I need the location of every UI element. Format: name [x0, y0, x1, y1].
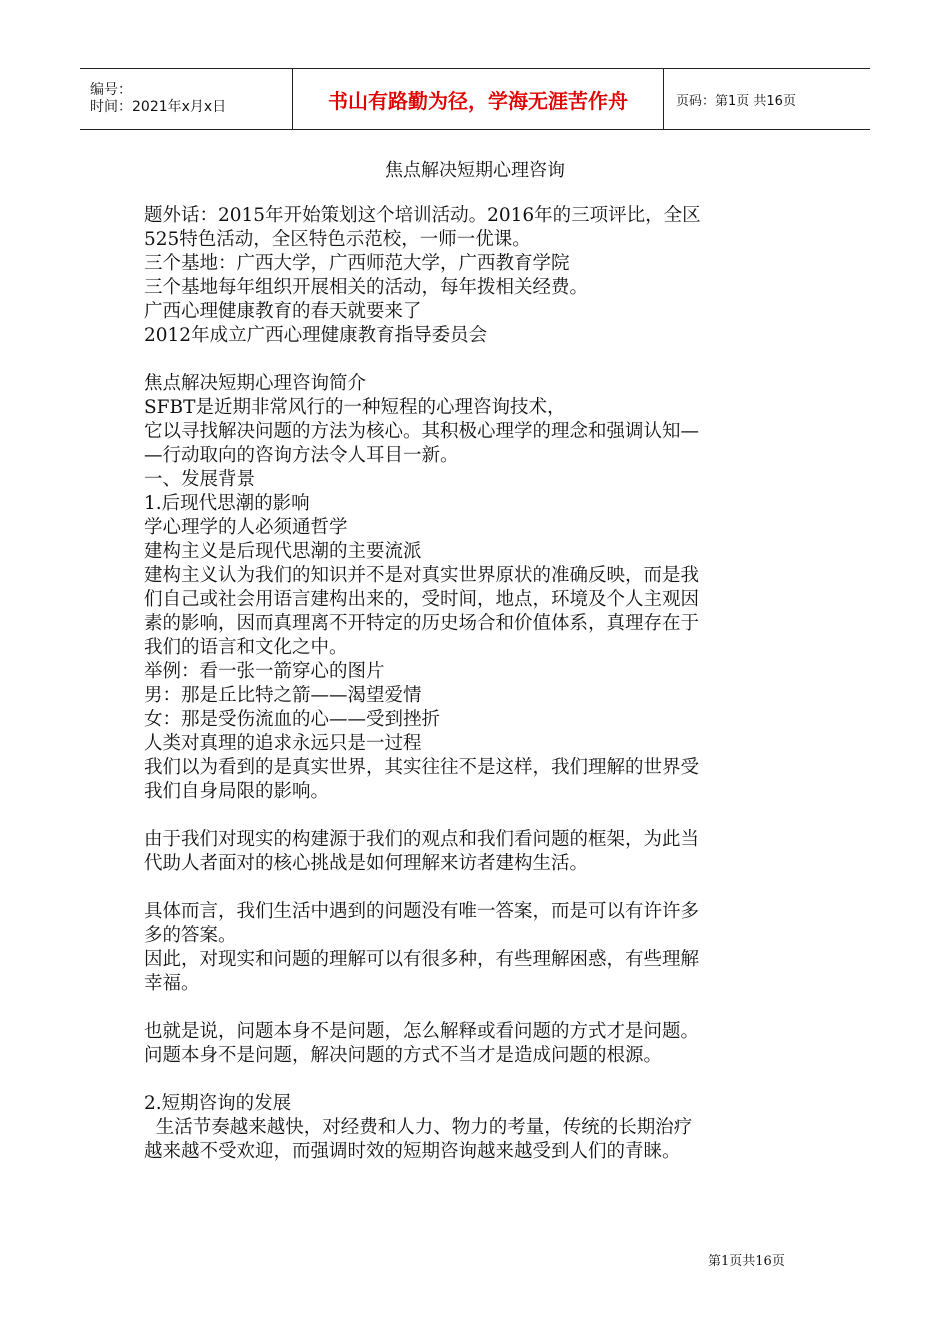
body-line: 学心理学的人必须通哲学	[144, 517, 348, 538]
header-number-label: 编号：	[90, 82, 132, 98]
body-line: 具体而言，我们生活中遇到的问题没有唯一答案，而是可以有许许多	[144, 901, 700, 922]
body-line: 多的答案。	[144, 925, 237, 946]
header-meta	[80, 69, 292, 129]
header-motto-text: 书山有路勤为径，学海无涯苦作舟	[328, 88, 628, 113]
body-line: 代助人者面对的核心挑战是如何理解来访者建构生活。	[144, 853, 589, 874]
body-line: 建构主义认为我们的知识并不是对真实世界原状的准确反映，而是我	[144, 565, 700, 586]
blank-line	[144, 996, 812, 1020]
blank-line	[144, 1068, 812, 1092]
body-line: 人类对真理的追求永远只是一过程	[144, 733, 422, 754]
document-body	[144, 204, 812, 1164]
body-line: 三个基地每年组织开展相关的活动，每年拨相关经费。	[144, 277, 589, 298]
body-line: 题外话：2015年开始策划这个培训活动。2016年的三项评比，全区	[144, 205, 701, 226]
body-line: 2012年成立广西心理健康教育指导委员会	[144, 325, 488, 346]
body-line: 它以寻找解决问题的方法为核心。其积极心理学的理念和强调认知—	[144, 421, 700, 442]
body-line: 2.短期咨询的发展	[144, 1093, 292, 1114]
body-line: 因此，对现实和问题的理解可以有很多种，有些理解困惑，有些理解	[144, 949, 700, 970]
document-title: 焦点解决短期心理咨询	[385, 160, 565, 181]
body-line: 焦点解决短期心理咨询简介	[144, 373, 367, 394]
body-line: 建构主义是后现代思潮的主要流派	[144, 541, 422, 562]
body-line: 我们以为看到的是真实世界，其实往往不是这样，我们理解的世界受	[144, 757, 700, 778]
header-motto	[292, 69, 664, 129]
body-line: 525特色活动，全区特色示范校，一师一优课。	[144, 229, 531, 250]
body-line: 三个基地：广西大学，广西师范大学，广西教育学院	[144, 253, 570, 274]
body-line: 问题本身不是问题，解决问题的方式不当才是造成问题的根源。	[144, 1045, 663, 1066]
body-line: SFBT是近期非常风行的一种短程的心理咨询技术，	[144, 397, 566, 418]
blank-line	[144, 876, 812, 900]
header-time-label: 时间：2021年x月x日	[90, 99, 227, 115]
body-line: 越来越不受欢迎，而强调时效的短期咨询越来越受到人们的青睐。	[144, 1141, 681, 1162]
body-line: 素的影响，因而真理离不开特定的历史场合和价值体系，真理存在于	[144, 613, 700, 634]
page-header	[80, 68, 870, 130]
body-line: 我们自身局限的影响。	[144, 781, 330, 802]
body-line: 广西心理健康教育的春天就要来了	[144, 301, 422, 322]
body-line: 幸福。	[144, 973, 200, 994]
body-line: 1.后现代思潮的影响	[144, 493, 310, 514]
body-line: 们自己或社会用语言建构出来的，受时间，地点，环境及个人主观因	[144, 589, 700, 610]
body-line: 女：那是受伤流血的心——受到挫折	[144, 709, 441, 730]
body-line: 一、发展背景	[144, 469, 256, 490]
body-line: 也就是说，问题本身不是问题，怎么解释或看问题的方式才是问题。	[144, 1021, 700, 1042]
blank-line	[144, 348, 812, 372]
body-line: —行动取向的咨询方法令人耳目一新。	[144, 445, 459, 466]
body-line: 生活节奏越来越快，对经费和人力、物力的考量，传统的长期治疗	[144, 1117, 693, 1138]
blank-line	[144, 804, 812, 828]
header-page-info	[664, 69, 796, 129]
page-footer: 第1页共16页	[708, 1254, 785, 1269]
body-line: 举例：看一张一箭穿心的图片	[144, 661, 385, 682]
body-line: 由于我们对现实的构建源于我们的观点和我们看问题的框架，为此当	[144, 829, 700, 850]
body-line: 男：那是丘比特之箭——渴望爱情	[144, 685, 422, 706]
body-line: 我们的语言和文化之中。	[144, 637, 348, 658]
header-page-label: 页码：第1页 共16页	[676, 93, 796, 109]
